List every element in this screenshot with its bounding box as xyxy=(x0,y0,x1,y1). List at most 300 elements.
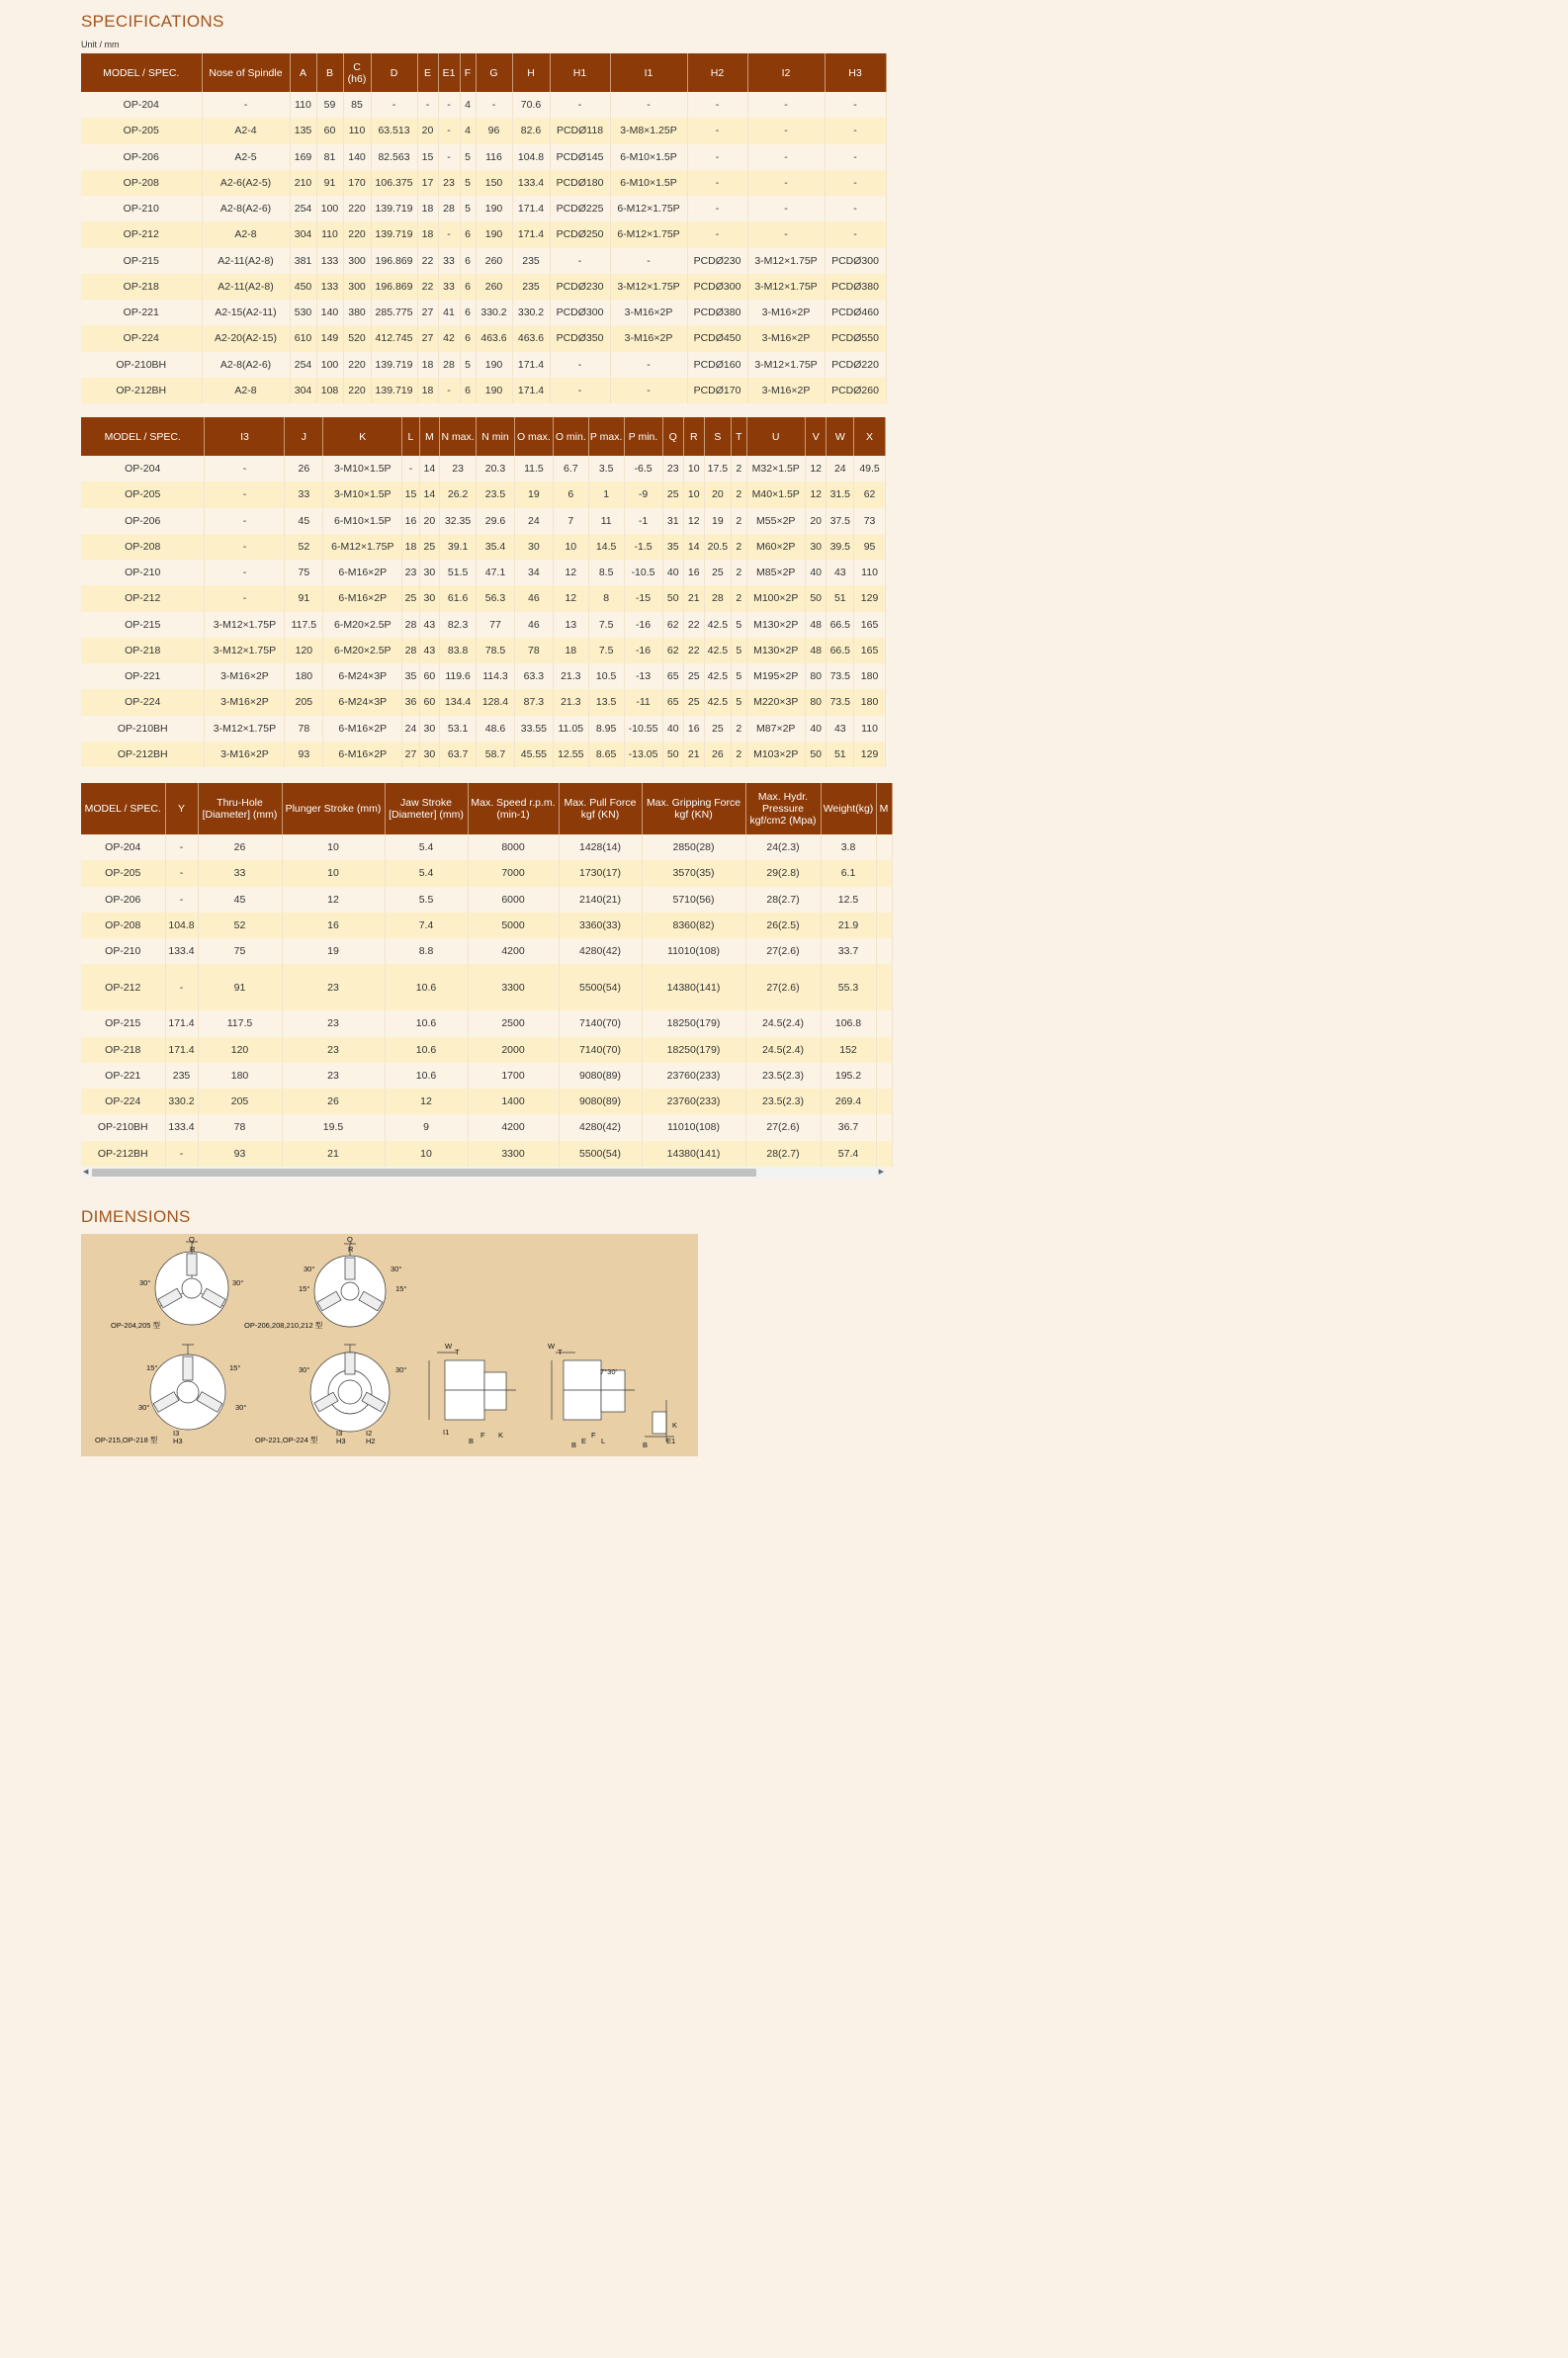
column-header: Nose of Spindle xyxy=(202,53,290,92)
column-header: R xyxy=(684,417,704,456)
table-cell: 6-M12×1.75P xyxy=(323,534,402,560)
table-cell: OP-212 xyxy=(81,964,165,1010)
table-cell: -10.5 xyxy=(624,560,662,585)
table-cell: 1400 xyxy=(468,1089,559,1114)
table-row xyxy=(81,352,886,378)
table-cell: 18250(179) xyxy=(642,1010,745,1036)
table-cell: 17.5 xyxy=(704,456,732,481)
table-cell: 3-M10×1.5P xyxy=(323,456,402,481)
table-row xyxy=(81,300,886,325)
table-cell: 3-M16×2P xyxy=(205,663,285,689)
table-cell: 15 xyxy=(417,144,438,170)
table-cell: 110 xyxy=(854,716,886,742)
dim-letter-h2: H2 xyxy=(366,1437,376,1445)
table-cell: 169 xyxy=(290,144,316,170)
table-cell: 16 xyxy=(684,560,704,585)
table-cell: 3-M16×2P xyxy=(747,300,825,325)
table-cell: 165 xyxy=(854,612,886,638)
column-header: MODEL / SPEC. xyxy=(81,53,202,92)
table-cell: 27(2.6) xyxy=(745,938,821,964)
table-cell: 36.7 xyxy=(821,1114,876,1140)
table-cell: A2-20(A2-15) xyxy=(202,325,290,351)
table-cell: 50 xyxy=(805,585,827,611)
table-cell: -11 xyxy=(624,689,662,715)
table-cell: 27(2.6) xyxy=(745,964,821,1010)
table-cell: 6 xyxy=(460,378,476,403)
table-cell: 5 xyxy=(460,170,476,196)
spec-table-3-scroller[interactable] xyxy=(81,783,889,1167)
table-cell: 108 xyxy=(316,378,343,403)
table-cell: 33 xyxy=(285,481,323,507)
angle-label: 30° xyxy=(139,1278,151,1287)
table-cell: 110 xyxy=(854,560,886,585)
table-cell: 20 xyxy=(417,118,438,143)
table-cell: 52 xyxy=(285,534,323,560)
table-cell: - xyxy=(205,481,285,507)
dim-letter-r: R xyxy=(348,1245,354,1254)
table-cell: OP-221 xyxy=(81,300,202,325)
table-cell: M103×2P xyxy=(746,742,805,767)
table-row xyxy=(81,612,886,638)
column-header: P max. xyxy=(588,417,624,456)
table-cell: - xyxy=(550,378,610,403)
table-cell: 91 xyxy=(285,585,323,611)
table-cell: A2-6(A2-5) xyxy=(202,170,290,196)
table-cell: 65 xyxy=(662,663,684,689)
column-header: Max. Speed r.p.m. (min-1) xyxy=(468,783,559,834)
table-cell: 28(2.7) xyxy=(745,1141,821,1167)
table-cell: PCDØ260 xyxy=(825,378,886,403)
table-cell: 3-M8×1.25P xyxy=(610,118,687,143)
table-cell: 42.5 xyxy=(704,689,732,715)
horizontal-scrollbar[interactable] xyxy=(81,1167,886,1179)
table-cell: 150 xyxy=(476,170,512,196)
table-cell: 25 xyxy=(662,481,684,507)
table-cell: 12.55 xyxy=(553,742,588,767)
table-cell: 520 xyxy=(343,325,371,351)
table-cell: 10 xyxy=(385,1141,468,1167)
table-cell: 23.5(2.3) xyxy=(745,1063,821,1089)
table-cell: 3-M16×2P xyxy=(747,378,825,403)
table-cell: 190 xyxy=(476,378,512,403)
table-cell: PCDØ160 xyxy=(687,352,747,378)
table-cell: -13.05 xyxy=(624,742,662,767)
table-cell: 12.5 xyxy=(821,887,876,913)
table-cell: 15 xyxy=(402,481,419,507)
table-cell: PCDØ380 xyxy=(687,300,747,325)
table-cell: 196.869 xyxy=(371,274,417,300)
table-cell: 6-M10×1.5P xyxy=(610,144,687,170)
table-cell: 70.6 xyxy=(512,92,550,118)
caption-op221: OP-221,OP-224 型 xyxy=(255,1436,318,1444)
table-cell: 63.3 xyxy=(514,663,553,689)
table-cell: 3.8 xyxy=(821,834,876,860)
table-cell: 22 xyxy=(684,638,704,663)
scrollbar-thumb[interactable] xyxy=(92,1169,756,1177)
table-cell: 9080(89) xyxy=(559,1089,642,1114)
angle-label: 30° xyxy=(299,1365,310,1374)
table-cell: 3-M16×2P xyxy=(610,325,687,351)
table-cell: 82.3 xyxy=(440,612,477,638)
table-cell: 73.5 xyxy=(827,689,854,715)
table-cell: 133 xyxy=(316,274,343,300)
column-header: W xyxy=(827,417,854,456)
table-cell: 21 xyxy=(684,585,704,611)
table-cell: 25 xyxy=(419,534,439,560)
table-cell: 35 xyxy=(402,663,419,689)
table-row xyxy=(81,1141,892,1167)
table-cell: -1 xyxy=(624,508,662,534)
dim-letter-t: T xyxy=(558,1348,563,1356)
table-cell: 10 xyxy=(282,834,385,860)
table-row xyxy=(81,1063,892,1089)
table-row xyxy=(81,638,886,663)
table-cell: - xyxy=(417,92,438,118)
table-cell: 45 xyxy=(285,508,323,534)
caption-op215: OP-215,OP-218 型 xyxy=(95,1436,158,1444)
table-cell: OP-210 xyxy=(81,196,202,221)
table-cell: 7.4 xyxy=(385,913,468,938)
table-cell: 48 xyxy=(805,612,827,638)
table-cell: 152 xyxy=(821,1037,876,1063)
table-cell: 5 xyxy=(460,196,476,221)
table-cell: 34 xyxy=(514,560,553,585)
column-header: P min. xyxy=(624,417,662,456)
table-cell: 43 xyxy=(827,716,854,742)
caption-op204: OP-204,205 型 xyxy=(111,1321,161,1330)
table-cell: 9 xyxy=(385,1114,468,1140)
table-cell xyxy=(876,1141,892,1167)
table-cell: 49.5 xyxy=(854,456,886,481)
column-header: H3 xyxy=(825,53,886,92)
angle-label: 30° xyxy=(391,1265,402,1273)
table-cell: OP-210BH xyxy=(81,1114,165,1140)
table-cell: 26 xyxy=(704,742,732,767)
table-cell: 28 xyxy=(704,585,732,611)
table-cell: 412.745 xyxy=(371,325,417,351)
table-cell: 5 xyxy=(460,352,476,378)
column-header: C (h6) xyxy=(343,53,371,92)
angle-label: 30° xyxy=(235,1403,247,1412)
column-header: D xyxy=(371,53,417,92)
column-header: Y xyxy=(165,783,198,834)
table-cell: M32×1.5P xyxy=(746,456,805,481)
table-cell: 2500 xyxy=(468,1010,559,1036)
table-cell: 3.5 xyxy=(588,456,624,481)
table-cell: 2850(28) xyxy=(642,834,745,860)
table-cell xyxy=(876,860,892,886)
table-cell: 6-M24×3P xyxy=(323,663,402,689)
table-cell: 82.563 xyxy=(371,144,417,170)
table-cell: 205 xyxy=(285,689,323,715)
table-cell: - xyxy=(610,378,687,403)
table-cell: 530 xyxy=(290,300,316,325)
table-cell: 16 xyxy=(684,716,704,742)
table-cell: - xyxy=(747,144,825,170)
table-cell: 2 xyxy=(732,456,746,481)
table-cell: - xyxy=(205,456,285,481)
table-cell: 10.6 xyxy=(385,1037,468,1063)
table-cell: 6-M10×1.5P xyxy=(610,170,687,196)
table-cell: 2 xyxy=(732,585,746,611)
table-cell: 12 xyxy=(282,887,385,913)
table-cell: - xyxy=(825,196,886,221)
table-cell: 30 xyxy=(419,716,439,742)
table-cell: 463.6 xyxy=(512,325,550,351)
table-cell: OP-204 xyxy=(81,834,165,860)
column-header: MODEL / SPEC. xyxy=(81,417,205,456)
table-cell: - xyxy=(205,560,285,585)
table-cell: 2140(21) xyxy=(559,887,642,913)
table-cell: M60×2P xyxy=(746,534,805,560)
table-cell: 28 xyxy=(438,352,460,378)
table-cell: M87×2P xyxy=(746,716,805,742)
table-cell: 330.2 xyxy=(476,300,512,325)
table-cell: 8.8 xyxy=(385,938,468,964)
table-cell: 27(2.6) xyxy=(745,1114,821,1140)
table-cell: 129 xyxy=(854,742,886,767)
table-cell: 18 xyxy=(417,378,438,403)
dim-angle-label: 7°30' xyxy=(600,1367,617,1376)
column-header: Plunger Stroke (mm) xyxy=(282,783,385,834)
table-cell: A2-11(A2-8) xyxy=(202,248,290,274)
table-cell: 29(2.8) xyxy=(745,860,821,886)
table-cell: -15 xyxy=(624,585,662,611)
table-cell: OP-206 xyxy=(81,144,202,170)
table-cell: 8 xyxy=(588,585,624,611)
table-cell: 11.05 xyxy=(553,716,588,742)
table-cell: 61.6 xyxy=(440,585,477,611)
table-cell: 23 xyxy=(282,1063,385,1089)
table-cell: 28 xyxy=(402,638,419,663)
table-cell: 18 xyxy=(402,534,419,560)
scroll-left-arrow-icon[interactable]: ◀ xyxy=(83,1169,89,1176)
column-header: L xyxy=(402,417,419,456)
table-cell: 269.4 xyxy=(821,1089,876,1114)
table-cell: 18 xyxy=(417,352,438,378)
table-cell: 26 xyxy=(198,834,282,860)
table-cell: M130×2P xyxy=(746,612,805,638)
chuck-front-view-op204 xyxy=(155,1242,228,1325)
table-cell: 26.2 xyxy=(440,481,477,507)
table-cell: 12 xyxy=(553,560,588,585)
table-cell: - xyxy=(610,92,687,118)
table-row xyxy=(81,456,886,481)
column-header: G xyxy=(476,53,512,92)
table-cell: 7 xyxy=(553,508,588,534)
table-cell: 300 xyxy=(343,274,371,300)
column-header: E xyxy=(417,53,438,92)
column-header: M xyxy=(876,783,892,834)
table-cell: 75 xyxy=(198,938,282,964)
table-cell: 33.55 xyxy=(514,716,553,742)
table-cell: M130×2P xyxy=(746,638,805,663)
table-cell: 22 xyxy=(417,248,438,274)
table-cell: 18250(179) xyxy=(642,1037,745,1063)
table-cell: 23 xyxy=(438,170,460,196)
table-cell: 48 xyxy=(805,638,827,663)
table-row xyxy=(81,887,892,913)
table-cell: - xyxy=(371,92,417,118)
table-cell: 25 xyxy=(402,585,419,611)
table-cell: OP-205 xyxy=(81,481,205,507)
table-cell: 31 xyxy=(662,508,684,534)
table-cell: - xyxy=(825,118,886,143)
column-header: S xyxy=(704,417,732,456)
column-header: M xyxy=(419,417,439,456)
table-cell: 190 xyxy=(476,221,512,247)
table-cell: 30 xyxy=(419,560,439,585)
table-cell: 190 xyxy=(476,352,512,378)
table-cell: M195×2P xyxy=(746,663,805,689)
table-cell: 23 xyxy=(402,560,419,585)
table-cell: -16 xyxy=(624,638,662,663)
table-cell: 14.5 xyxy=(588,534,624,560)
table-cell: 21 xyxy=(282,1141,385,1167)
table-cell: 33 xyxy=(438,248,460,274)
table-cell: 24 xyxy=(402,716,419,742)
angle-label: 30° xyxy=(395,1365,407,1374)
table-cell: 42 xyxy=(438,325,460,351)
table-cell: 135 xyxy=(290,118,316,143)
table-cell: 21.3 xyxy=(553,663,588,689)
column-header: I1 xyxy=(610,53,687,92)
table-cell: 8.95 xyxy=(588,716,624,742)
table-cell: 3-M16×2P xyxy=(747,325,825,351)
dim-letter-h3: H3 xyxy=(336,1437,346,1445)
table-row xyxy=(81,689,886,715)
table-cell: 73 xyxy=(854,508,886,534)
table-cell: 139.719 xyxy=(371,352,417,378)
table-cell: - xyxy=(747,118,825,143)
table-cell: 27 xyxy=(417,325,438,351)
table-cell: OP-224 xyxy=(81,325,202,351)
table-cell: 190 xyxy=(476,196,512,221)
table-cell: 180 xyxy=(854,689,886,715)
table-cell: 5.5 xyxy=(385,887,468,913)
table-cell: - xyxy=(165,834,198,860)
table-row xyxy=(81,274,886,300)
table-cell: 235 xyxy=(512,248,550,274)
dim-letter-f: F xyxy=(591,1431,596,1440)
table-cell: 78 xyxy=(198,1114,282,1140)
table-cell: 6-M12×1.75P xyxy=(610,196,687,221)
table-cell: -13 xyxy=(624,663,662,689)
table-cell: 7000 xyxy=(468,860,559,886)
table-cell: 16 xyxy=(402,508,419,534)
table-cell: - xyxy=(687,118,747,143)
table-cell: 5 xyxy=(732,663,746,689)
table-cell: 12 xyxy=(805,456,827,481)
table-cell: 24 xyxy=(514,508,553,534)
table-cell: 6-M12×1.75P xyxy=(610,221,687,247)
table-cell: 51.5 xyxy=(440,560,477,585)
table-row xyxy=(81,1037,892,1063)
table-cell: 220 xyxy=(343,378,371,403)
table-cell: 133.4 xyxy=(165,1114,198,1140)
table-cell: 22 xyxy=(417,274,438,300)
table-cell: OP-212BH xyxy=(81,378,202,403)
table-cell: 24.5(2.4) xyxy=(745,1037,821,1063)
table-cell: 2 xyxy=(732,481,746,507)
table-cell: - xyxy=(825,170,886,196)
table-cell: M85×2P xyxy=(746,560,805,585)
table-cell: 180 xyxy=(198,1063,282,1089)
table-cell: A2-15(A2-11) xyxy=(202,300,290,325)
table-cell: 6 xyxy=(553,481,588,507)
table-cell: - xyxy=(438,378,460,403)
column-header: N max. xyxy=(440,417,477,456)
column-header: Weight(kg) xyxy=(821,783,876,834)
table-cell: - xyxy=(438,221,460,247)
table-cell: 133 xyxy=(316,248,343,274)
chuck-side-view-3 xyxy=(645,1400,674,1441)
column-header: O max. xyxy=(514,417,553,456)
dim-letter-w: W xyxy=(548,1342,556,1351)
table-cell: 9080(89) xyxy=(559,1063,642,1089)
column-header: H2 xyxy=(687,53,747,92)
table-cell: - xyxy=(687,170,747,196)
table-cell: 110 xyxy=(290,92,316,118)
table-cell: 110 xyxy=(343,118,371,143)
table-row xyxy=(81,1089,892,1114)
table-cell: 26(2.5) xyxy=(745,913,821,938)
table-cell: - xyxy=(550,352,610,378)
scroll-right-arrow-icon[interactable]: ▶ xyxy=(878,1169,884,1176)
table-cell: 10 xyxy=(553,534,588,560)
table-cell: 6 xyxy=(460,248,476,274)
column-header: U xyxy=(746,417,805,456)
table-cell: 14380(141) xyxy=(642,964,745,1010)
table-cell: -16 xyxy=(624,612,662,638)
table-cell: 50 xyxy=(662,742,684,767)
table-cell: 171.4 xyxy=(512,352,550,378)
table-cell: 23760(233) xyxy=(642,1089,745,1114)
table-cell: 27 xyxy=(417,300,438,325)
table-cell: 285.775 xyxy=(371,300,417,325)
column-header: I2 xyxy=(747,53,825,92)
chuck-side-view-2 xyxy=(552,1353,635,1420)
table-cell: 50 xyxy=(805,742,827,767)
table-row xyxy=(81,481,886,507)
table-cell: 52 xyxy=(198,913,282,938)
table-cell: 60 xyxy=(316,118,343,143)
table-cell: 30 xyxy=(419,585,439,611)
table-row xyxy=(81,860,892,886)
table-cell: 40 xyxy=(662,560,684,585)
dim-letter-e: E xyxy=(581,1437,587,1445)
table-cell: 380 xyxy=(343,300,371,325)
table-cell: 133.4 xyxy=(512,170,550,196)
column-header: O min. xyxy=(553,417,588,456)
table-cell: 26 xyxy=(282,1089,385,1114)
table-cell: 304 xyxy=(290,221,316,247)
column-header: N min xyxy=(477,417,515,456)
table-cell xyxy=(876,1037,892,1063)
table-cell: 139.719 xyxy=(371,221,417,247)
table-cell: 180 xyxy=(854,663,886,689)
table-cell: 53.1 xyxy=(440,716,477,742)
table-cell: 11010(108) xyxy=(642,938,745,964)
table-cell: 1428(14) xyxy=(559,834,642,860)
table-cell: 26 xyxy=(285,456,323,481)
table-cell: 32.35 xyxy=(440,508,477,534)
table-cell: 116 xyxy=(476,144,512,170)
table-cell: 5 xyxy=(732,612,746,638)
angle-label: 15° xyxy=(395,1284,407,1293)
table-cell: 56.3 xyxy=(477,585,515,611)
column-header: B xyxy=(316,53,343,92)
